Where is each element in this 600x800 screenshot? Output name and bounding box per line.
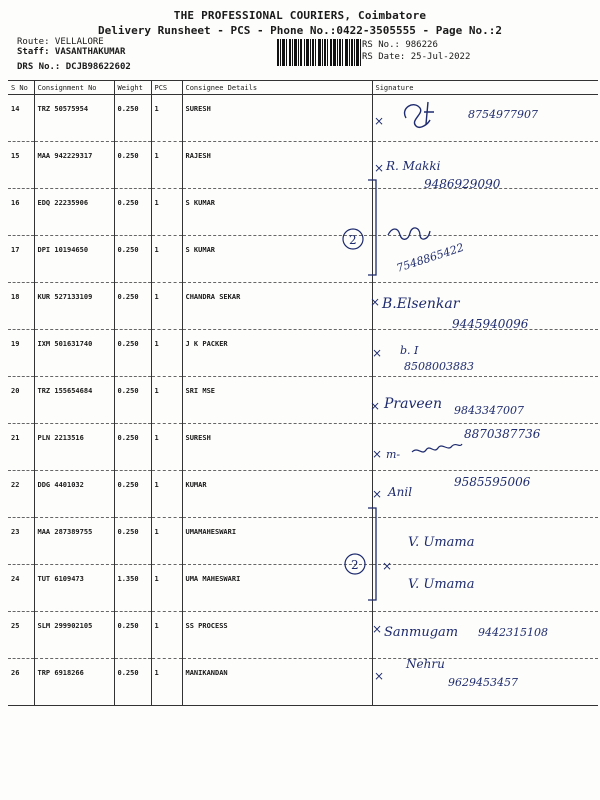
- handwritten-text: B.Elsenkar: [382, 296, 460, 312]
- cell-sno: 22: [8, 471, 34, 518]
- cell-consignment: DDG 4401032: [34, 471, 114, 518]
- cell-consignment: MAA 942229317: [34, 142, 114, 189]
- document-title: THE PROFESSIONAL COURIERS, Coimbatore: [173, 9, 427, 22]
- rs-date: RS Date: 25-Jul-2022: [362, 52, 471, 62]
- drs-number: DRS No.: DCJB98622602: [17, 62, 131, 72]
- cell-consignment: TRP 6918266: [34, 659, 114, 706]
- cell-weight: 0.250: [114, 424, 151, 471]
- col-header-signature: Signature: [372, 81, 598, 95]
- handwritten-text: 9445940096: [452, 317, 529, 331]
- cell-consignee: SRI MSE: [182, 377, 372, 424]
- cell-consignee: J K PACKER: [182, 330, 372, 377]
- cell-sno: 18: [8, 283, 34, 330]
- handwritten-text: R. Makki: [386, 159, 441, 173]
- cell-weight: 0.250: [114, 518, 151, 565]
- col-header-consignment: Consignment No: [34, 81, 114, 95]
- signature-scribble: [388, 228, 430, 239]
- cell-consignment: SLM 299902105: [34, 612, 114, 659]
- cell-consignee: SS PROCESS: [182, 612, 372, 659]
- cell-sno: 23: [8, 518, 34, 565]
- cell-weight: 0.250: [114, 236, 151, 283]
- col-header-weight: Weight: [114, 81, 151, 95]
- handwritten-text: Sanmugam: [384, 625, 459, 640]
- handwritten-text: 9486929090: [424, 177, 501, 191]
- cell-sno: 16: [8, 189, 34, 236]
- signature-mark: ×: [372, 346, 383, 360]
- cell-sno: 26: [8, 659, 34, 706]
- signature-mark: ×: [372, 622, 383, 636]
- cell-pcs: 1: [151, 283, 182, 330]
- handwritten-text: 9629453457: [448, 676, 518, 689]
- rs-number: RS No.: 986226: [362, 40, 438, 50]
- cell-weight: 0.250: [114, 330, 151, 377]
- signature-mark: ×: [370, 399, 381, 413]
- cell-consignment: TRZ 50575954: [34, 95, 114, 142]
- cell-sno: 25: [8, 612, 34, 659]
- cell-consignment: DPI 10194650: [34, 236, 114, 283]
- cell-consignment: TUT 6109473: [34, 565, 114, 612]
- cell-consignee: S KUMAR: [182, 189, 372, 236]
- handwritten-text: 8508003883: [404, 360, 474, 373]
- cell-pcs: 1: [151, 518, 182, 565]
- handwritten-text: b. I: [400, 344, 419, 357]
- handwritten-text: 9585595006: [454, 475, 531, 489]
- handwritten-text: m-: [386, 448, 401, 461]
- signature-mark: ×: [374, 114, 385, 128]
- cell-weight: 0.250: [114, 95, 151, 142]
- handwritten-text: 7548865422: [394, 240, 466, 275]
- cell-weight: 0.250: [114, 471, 151, 518]
- cell-weight: 0.250: [114, 189, 151, 236]
- cell-pcs: 1: [151, 659, 182, 706]
- signature-mark: ×: [382, 559, 393, 573]
- cell-weight: 0.250: [114, 659, 151, 706]
- cell-consignee: KUMAR: [182, 471, 372, 518]
- cell-consignee: SURESH: [182, 95, 372, 142]
- cell-consignee: SURESH: [182, 424, 372, 471]
- bracket-mark: [368, 508, 376, 600]
- route-label: Route: VELLALORE: [17, 37, 104, 47]
- cell-weight: 0.250: [114, 142, 151, 189]
- cell-pcs: 1: [151, 330, 182, 377]
- cell-consignee: UMA MAHESWARI: [182, 565, 372, 612]
- cell-sno: 14: [8, 95, 34, 142]
- cell-pcs: 1: [151, 565, 182, 612]
- handwritten-text: 2: [349, 233, 357, 247]
- cell-consignment: IXM 501631740: [34, 330, 114, 377]
- cell-pcs: 1: [151, 424, 182, 471]
- cell-consignment: MAA 287389755: [34, 518, 114, 565]
- handwritten-text: Nehru: [406, 657, 445, 671]
- cell-pcs: 1: [151, 142, 182, 189]
- cell-pcs: 1: [151, 189, 182, 236]
- cell-weight: 0.250: [114, 377, 151, 424]
- handwritten-text: 8754977907: [468, 108, 538, 121]
- col-header-consignee: Consignee Details: [182, 81, 372, 95]
- signature-scribble: [405, 102, 434, 127]
- cell-consignment: TRZ 155654684: [34, 377, 114, 424]
- cell-weight: 0.250: [114, 283, 151, 330]
- cell-consignee: MANIKANDAN: [182, 659, 372, 706]
- col-header-sno: S No: [8, 81, 34, 95]
- staff-label: Staff: VASANTHAKUMAR: [17, 47, 126, 57]
- cell-consignee: RAJESH: [182, 142, 372, 189]
- handwritten-signatures: [349, 80, 600, 692]
- signature-scribble: [412, 444, 462, 452]
- handwritten-text: Anil: [388, 485, 413, 499]
- cell-consignment: KUR 527133109: [34, 283, 114, 330]
- handwritten-text: Praveen: [384, 396, 442, 412]
- cell-sno: 15: [8, 142, 34, 189]
- handwritten-text: 8870387736: [464, 427, 541, 441]
- cell-pcs: 1: [151, 236, 182, 283]
- barcode-image: [277, 39, 361, 66]
- cell-sno: 19: [8, 330, 34, 377]
- cell-pcs: 1: [151, 612, 182, 659]
- cell-weight: 0.250: [114, 612, 151, 659]
- handwritten-text: 2: [351, 558, 359, 572]
- cell-pcs: 1: [151, 471, 182, 518]
- handwritten-text: 9843347007: [454, 404, 524, 417]
- handwritten-text: V. Umama: [408, 577, 475, 592]
- cell-consignment: EDQ 22235906: [34, 189, 114, 236]
- cell-sno: 24: [8, 565, 34, 612]
- signature-mark: ×: [374, 669, 385, 683]
- col-header-pcs: PCS: [151, 81, 182, 95]
- cell-sno: 21: [8, 424, 34, 471]
- document-subtitle: Delivery Runsheet - PCS - Phone No.:0422-3505555 - Page No.:2: [98, 24, 502, 37]
- handwritten-text: V. Umama: [408, 535, 475, 550]
- signature-mark: ×: [372, 447, 383, 461]
- handwritten-text: 9442315108: [478, 626, 548, 639]
- cell-consignee: UMAMAHESWARI: [182, 518, 372, 565]
- cell-sno: 17: [8, 236, 34, 283]
- cell-sno: 20: [8, 377, 34, 424]
- cell-consignee: CHANDRA SEKAR: [182, 283, 372, 330]
- cell-weight: 1.350: [114, 565, 151, 612]
- signature-mark: ×: [372, 487, 383, 501]
- cell-consignee: S KUMAR: [182, 236, 372, 283]
- cell-consignment: PLN 2213516: [34, 424, 114, 471]
- signature-mark: ×: [370, 295, 381, 309]
- cell-pcs: 1: [151, 377, 182, 424]
- signature-mark: ×: [374, 161, 385, 175]
- bracket-mark: [368, 180, 376, 275]
- cell-pcs: 1: [151, 95, 182, 142]
